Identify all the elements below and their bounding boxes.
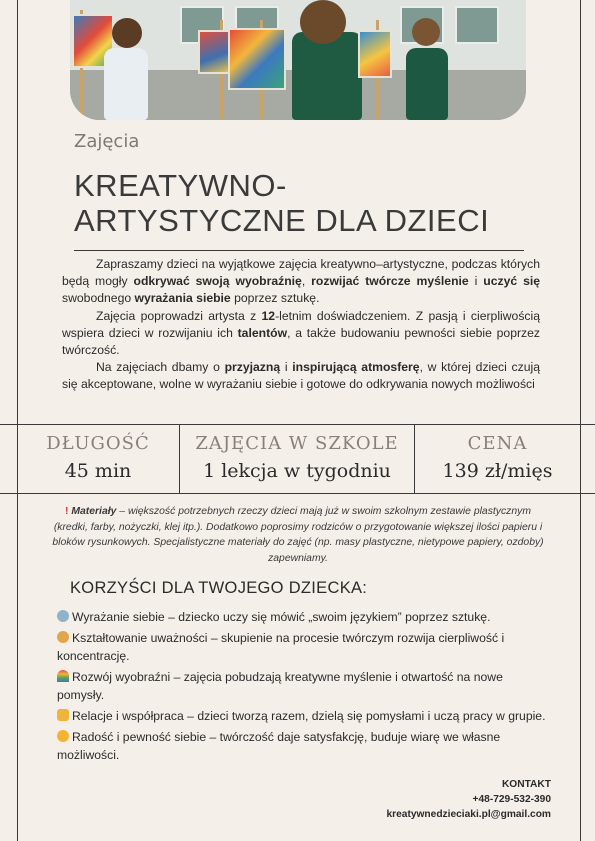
note-text: – większość potrzebnych rzeczy dzieci mają już w swoim szkolnym zestawie plastycznym (kredki, farby, nożyczki, klej itp.). Dodatkowo poprosimy rodziców o przygotowanie większej ilości papieru i bloków rysunkowych. Specjalistyczne materiały do zajęć (np. masy plastyczne, nietypowe papiery, ozdoby) zapewniamy. (52, 506, 544, 564)
contact-block (386, 777, 551, 822)
intro-paragraph (62, 308, 540, 360)
benefit-text: Kształtowanie uważności – skupienie na procesie twórczym rozwija cierpliwość i koncentrację. (57, 630, 505, 664)
text-run: poprzez sztukę. (230, 291, 320, 306)
child-figure (292, 32, 362, 120)
text-emphasis: przyjazną (224, 360, 281, 375)
theater-masks-icon (57, 610, 69, 622)
benefit-item (57, 608, 549, 627)
stat-value: 45 min (64, 460, 132, 482)
materials-note (52, 504, 544, 566)
benefit-text: Rozwój wyobraźni – zajęcia pobudzają kreatywne myślenie i otwartość na nowe pomysły. (57, 669, 503, 703)
benefit-item (57, 629, 549, 666)
text-emphasis: talentów (237, 325, 288, 340)
stat-duration (17, 425, 179, 493)
text-run: i (468, 274, 484, 289)
text-run: , (301, 274, 312, 289)
handshake-icon (57, 709, 69, 721)
child-head (412, 18, 440, 46)
painting-canvas (358, 30, 392, 78)
benefit-item (57, 707, 549, 726)
text-emphasis: 12 (261, 308, 276, 323)
text-run: , a także budowaniu pewności siebie poprzez twórczość. (62, 325, 541, 358)
page-title (74, 168, 534, 238)
text-emphasis: wyrażania siebie (134, 291, 231, 306)
benefit-item (57, 728, 549, 765)
exclamation-icon: ! (64, 506, 69, 517)
painting-canvas (228, 28, 286, 90)
text-run: , w której dzieci czują się akceptowane, wolne w wyrażaniu siebie i gotowe do odkrywania nowych możliwości (62, 360, 540, 392)
painting-canvas (198, 30, 232, 74)
benefit-text: Wyrażanie siebie – dziecko uczy się mówić „swoim językiem” poprzez sztukę. (72, 610, 491, 624)
stat-label: DŁUGOŚĆ (46, 433, 150, 454)
intro-paragraph (62, 256, 540, 308)
text-emphasis: inspirującą atmosferę (292, 360, 420, 375)
children-painting-photo (70, 0, 526, 120)
text-run: swobodnego (62, 291, 135, 306)
text-run: Zajęcia poprowadzi artysta z (96, 308, 262, 323)
child-figure (406, 48, 448, 120)
contact-phone[interactable]: +48-729-532-390 (472, 794, 551, 805)
stat-label: ZAJĘCIA W SZKOLE (195, 433, 399, 454)
note-heading: Materiały (71, 506, 117, 517)
text-emphasis: odkrywać swoją wyobraźnię (133, 274, 302, 289)
text-run: -letnim doświadczeniem. Z pasją i cierpliwością wspiera dzieci w rozwijaniu ich (62, 308, 540, 340)
benefits-title: KORZYŚCI DLA TWOJEGO DZIECKA: (70, 579, 368, 597)
benefit-item (57, 668, 549, 705)
child-figure (104, 48, 148, 120)
child-head (300, 0, 346, 44)
smile-icon (57, 730, 69, 742)
right-border-line (580, 0, 581, 841)
text-emphasis: rozwijać twórcze myślenie (311, 274, 469, 289)
text-emphasis: uczyć się (483, 274, 541, 289)
stat-label: CENA (467, 433, 528, 454)
contact-label: KONTAKT (501, 779, 551, 790)
text-run: i (280, 360, 293, 375)
benefits-list (57, 608, 549, 767)
text-run: Na zajęciach dbamy o (96, 360, 225, 375)
stat-schedule (180, 425, 414, 493)
title-line: ARTYSTYCZNE DLA DZIECI (74, 203, 490, 238)
info-stats-bar (0, 424, 595, 494)
title-line: KREATYWNO- (74, 168, 287, 203)
intro-paragraph (62, 359, 540, 393)
meditation-icon (57, 631, 69, 643)
rainbow-icon (57, 670, 69, 682)
stat-value: 1 lekcja w tygodniu (203, 460, 391, 482)
left-border-line (17, 0, 18, 841)
child-head (112, 18, 142, 48)
section-label: Zajęcia (74, 131, 140, 152)
stat-value: 139 zł/mięs (442, 460, 553, 482)
stat-price (415, 425, 580, 493)
benefit-text: Relacje i współpraca – dzieci tworzą razem, dzielą się pomysłami i uczą pracy w grupie. (72, 708, 546, 723)
title-divider (74, 250, 524, 251)
text-run: Zapraszamy dzieci na wyjątkowe zajęcia kreatywno–artystyczne, podczas których będą mogły (62, 257, 540, 289)
photo-window (455, 6, 499, 44)
intro-text (62, 256, 540, 394)
contact-email[interactable]: kreatywnedzieciaki.pl@gmail.com (386, 809, 551, 820)
benefit-text: Radość i pewność siebie – twórczość daje satysfakcję, buduje wiarę we własne możliwości. (57, 729, 501, 763)
